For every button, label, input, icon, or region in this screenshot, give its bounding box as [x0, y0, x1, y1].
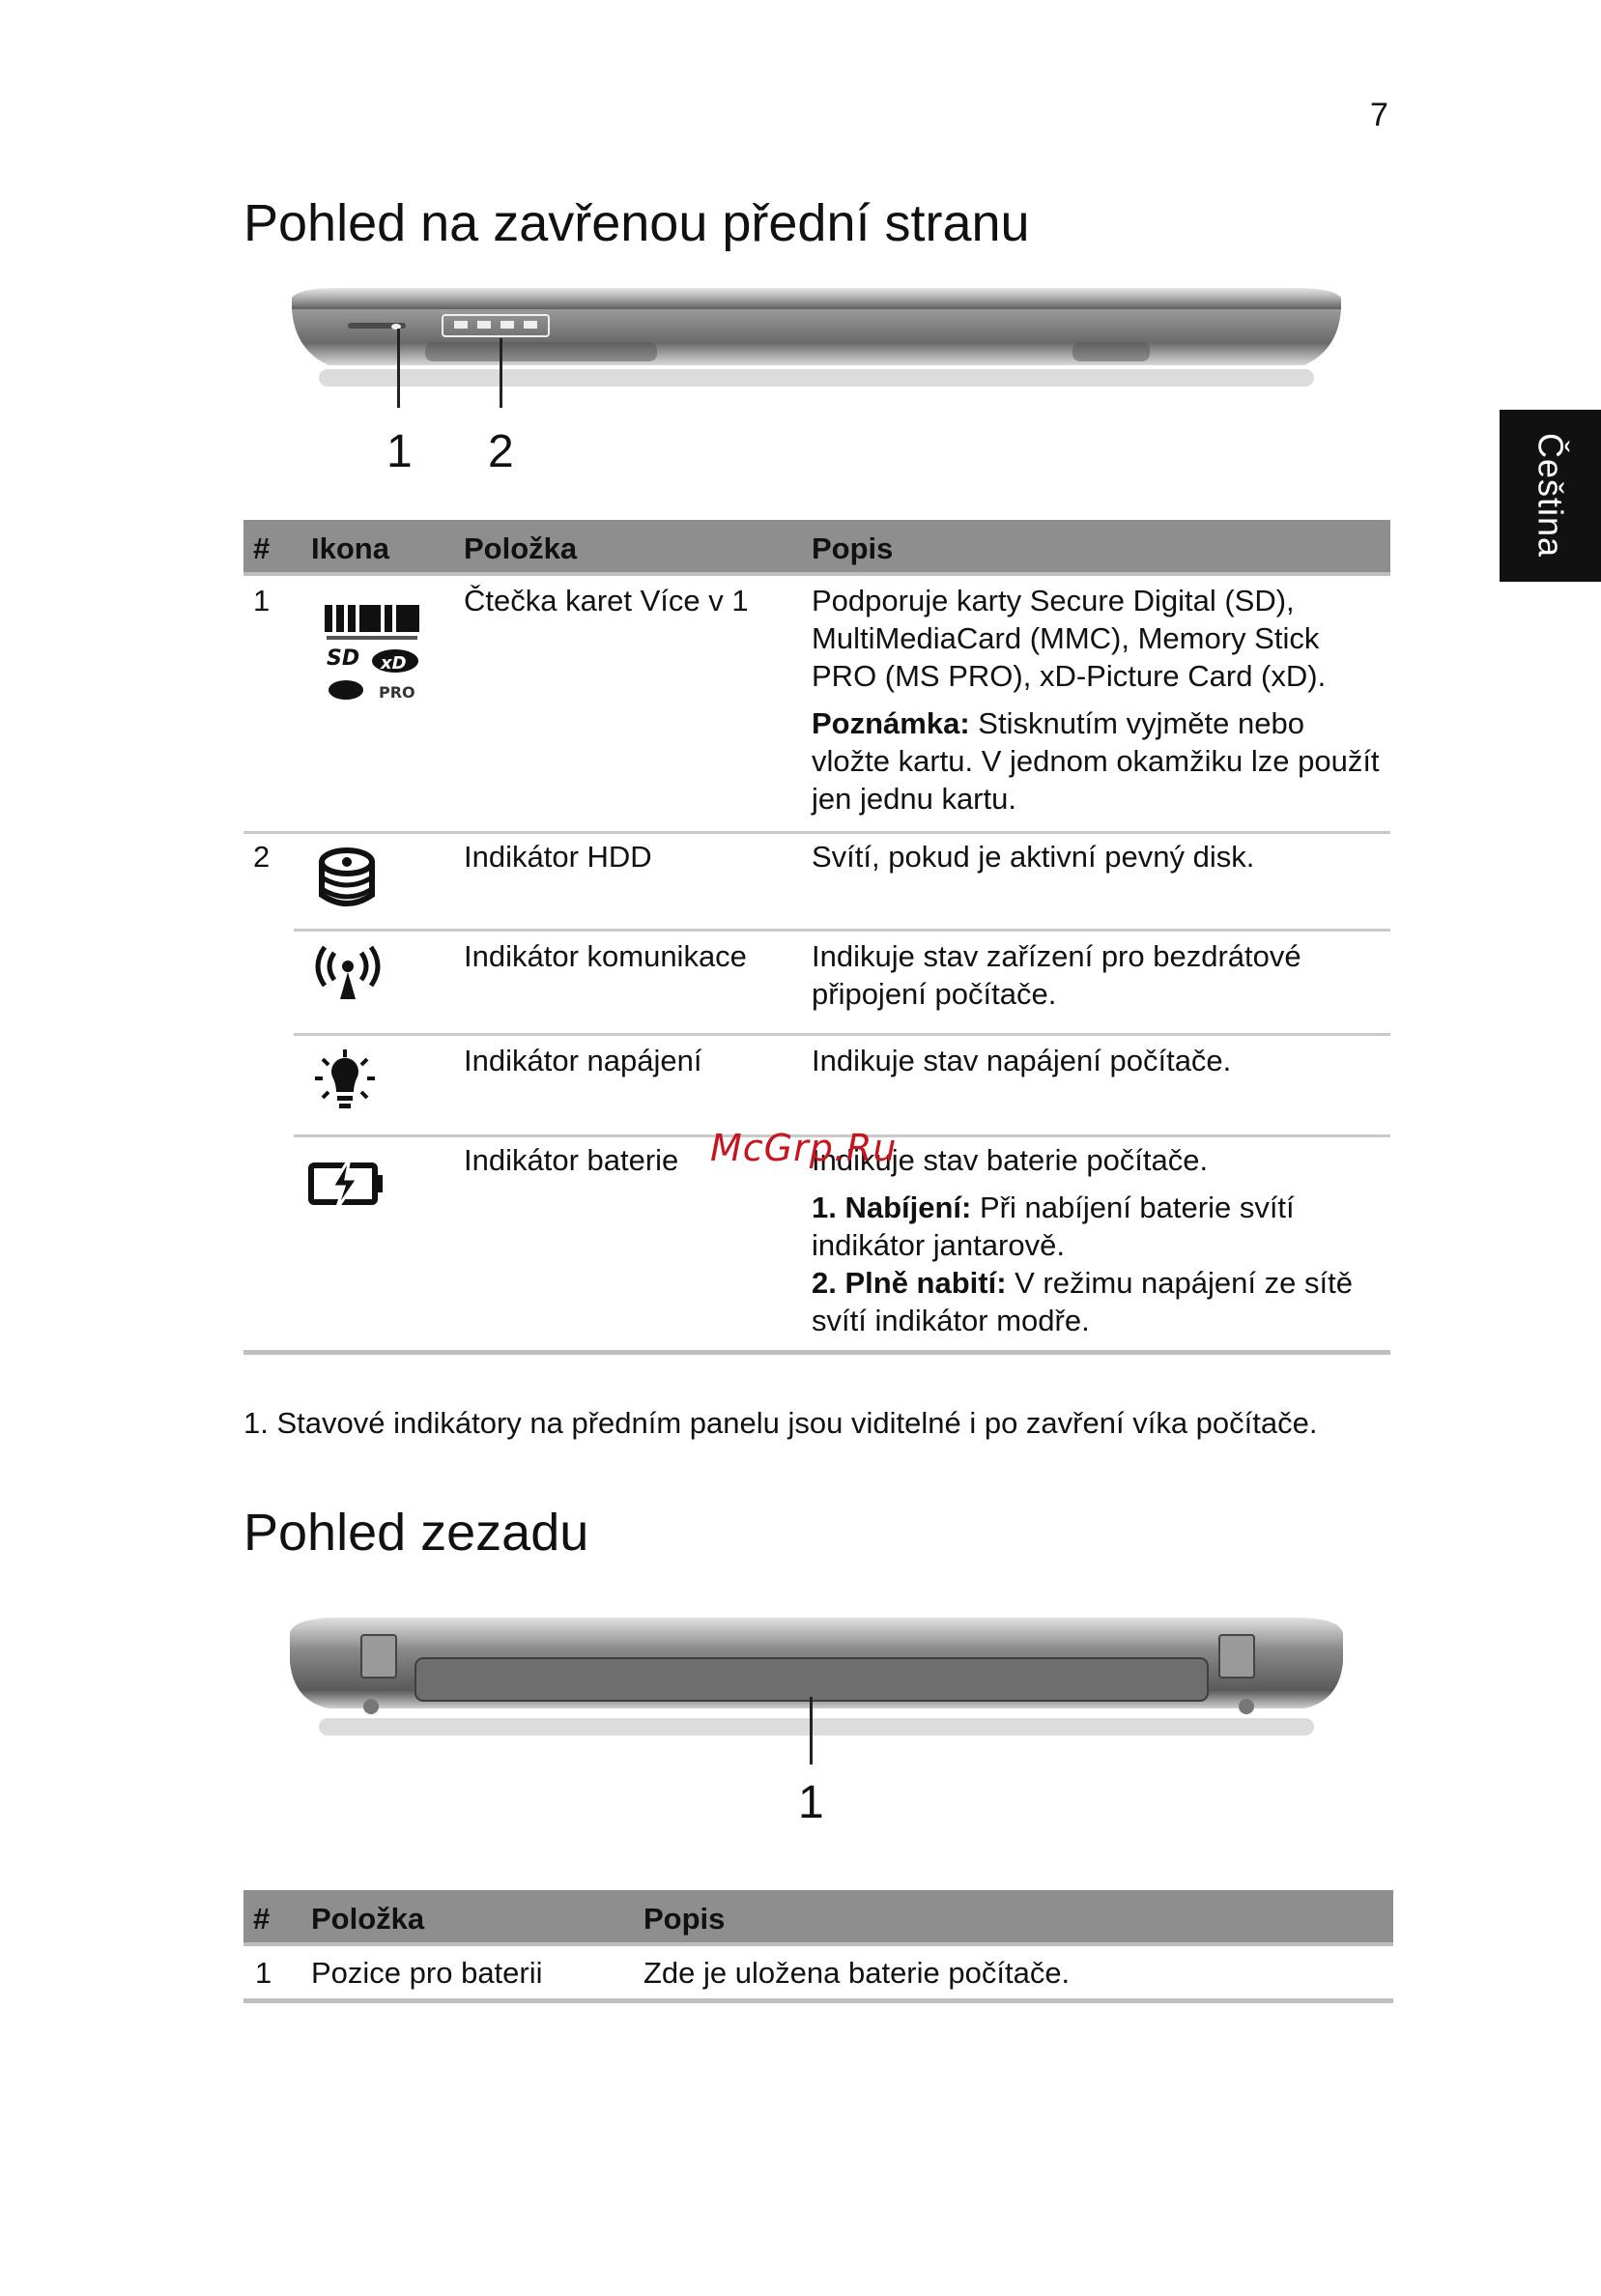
header-number: # [253, 531, 271, 565]
section-title-rear: Pohled zezadu [243, 1504, 589, 1562]
table-bottom-rule [243, 1350, 1390, 1355]
svg-text:SD: SD [327, 646, 360, 671]
row5-description-cell [812, 1141, 1391, 1339]
laptop-rear-illustration [280, 1604, 1353, 1749]
row5-fully-charged-label: 2. Plně nabití: [812, 1266, 1007, 1300]
language-tab-label: Čeština [1530, 433, 1571, 559]
battery-indicator-icon [307, 1154, 388, 1222]
row5-item: Indikátor baterie [464, 1143, 679, 1177]
footnote: 1. Stavové indikátory na předním panelu jsou viditelné i po zavření víka počítače. [243, 1406, 1318, 1440]
watermark: McGrp.Ru [710, 1127, 898, 1169]
row5-description: Indikuje stav baterie počítače. [812, 1143, 1209, 1177]
page-number: 7 [1370, 97, 1388, 133]
front-view-table [243, 520, 1390, 1361]
rear-row1-number: 1 [255, 1956, 272, 1990]
row5-charging-text: Při nabíjení baterie svítí indikátor jantarově. [812, 1191, 1295, 1262]
laptop-front-illustration [280, 280, 1353, 416]
row1-item: Čtečka karet Více v 1 [464, 584, 749, 617]
callout-label-2: 2 [488, 426, 514, 477]
row2-item: Indikátor HDD [464, 840, 652, 874]
row5-charging [812, 1189, 1391, 1264]
row3-item: Indikátor komunikace [464, 939, 747, 973]
row-divider [243, 831, 1390, 834]
row3-description: Indikuje stav zařízení pro bezdrátové připojení počítače. [812, 939, 1301, 1011]
card-reader-icon [323, 601, 429, 716]
row-divider [294, 1033, 1390, 1036]
table-bottom-rule [243, 1998, 1393, 2003]
callout-line-2 [500, 338, 502, 408]
row2-description: Svítí, pokud je aktivní pevný disk. [812, 840, 1255, 874]
table-header [243, 520, 1390, 576]
language-tab [1500, 410, 1601, 582]
row4-description: Indikuje stav napájení počítače. [812, 1044, 1232, 1077]
rear-row1-description: Zde je uložena baterie počítače. [643, 1956, 1071, 1990]
power-indicator-icon [311, 1049, 379, 1126]
row1-note [812, 704, 1382, 818]
row-divider [294, 929, 1390, 932]
row1-note-label: Poznámka: [812, 706, 970, 740]
svg-text:xD: xD [381, 653, 407, 674]
row4-item: Indikátor napájení [464, 1044, 702, 1077]
row1-number: 1 [253, 584, 271, 617]
row1-description: Podporuje karty Secure Digital (SD), MultiMediaCard (MMC), Memory Stick PRO (MS PRO), xD-Picture Card (xD). [812, 584, 1327, 693]
section-title-front: Pohled na zavřenou přední stranu [243, 194, 1030, 252]
row1-note-text: Stisknutím vyjměte nebo vložte kartu. V jednom okamžiku lze použít jen jednu kartu. [812, 706, 1380, 816]
header-item: Položka [311, 1902, 425, 1936]
row5-fully-charged-text: V režimu napájení ze sítě svítí indikátor modře. [812, 1266, 1353, 1337]
row1-description-cell [812, 582, 1382, 827]
callout-line-1 [397, 329, 400, 408]
header-description: Popis [812, 531, 894, 565]
svg-text:PRO: PRO [379, 683, 415, 702]
callout-label-1: 1 [386, 426, 413, 477]
header-number: # [253, 1902, 271, 1936]
hdd-indicator-icon [313, 845, 381, 921]
row5-charging-label: 1. Nabíjení: [812, 1191, 972, 1224]
wireless-indicator-icon [307, 943, 388, 1012]
callout-line-rear-1 [810, 1697, 813, 1765]
callout-label-rear-1: 1 [798, 1777, 824, 1828]
header-icon: Ikona [311, 531, 389, 565]
rear-view-table [243, 1890, 1393, 2010]
rear-row1-item: Pozice pro baterii [311, 1956, 543, 1990]
table-header [243, 1890, 1393, 1946]
row2-number: 2 [253, 840, 271, 874]
header-description: Popis [643, 1902, 726, 1936]
header-item: Položka [464, 531, 578, 565]
row5-fully-charged [812, 1264, 1391, 1339]
